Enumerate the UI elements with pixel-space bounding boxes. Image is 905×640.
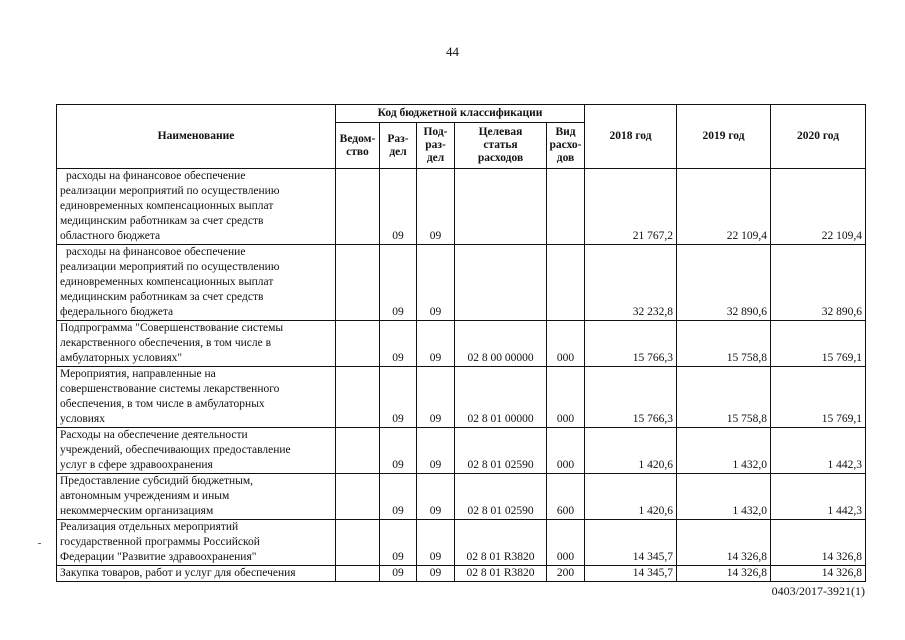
row-name: Закупка товаров, работ и услуг для обеспечения [57,566,336,582]
row-vedomstvo [336,367,380,428]
row-vedomstvo [336,474,380,520]
row-name: расходы на финансовое обеспечение реализации мероприятий по осуществлению единовременных компенсационных выплат медицинским работникам за счет средств федерального бюджета [57,245,336,321]
row-name: Расходы на обеспечение деятельности учреждений, обеспечивающих предоставление услуг в сфере здравоохранения [57,428,336,474]
row-razdel: 09 [380,367,417,428]
row-vid [547,245,585,321]
table-row [57,566,866,582]
header-vid: Вид расхо- дов [547,123,585,169]
row-vid: 000 [547,428,585,474]
row-2020: 14 326,8 [771,520,866,566]
row-podrazdel: 09 [417,169,455,245]
row-celevaya: 02 8 00 00000 [455,321,547,367]
form-code: 0403/2017-3921(1) [771,584,865,598]
row-2020: 15 769,1 [771,321,866,367]
row-razdel: 09 [380,245,417,321]
row-razdel: 09 [380,428,417,474]
table-row [57,428,866,474]
row-podrazdel: 09 [417,520,455,566]
row-razdel: 09 [380,321,417,367]
row-razdel: 09 [380,169,417,245]
header-vedomstvo: Ведом- ство [336,123,380,169]
table-row [57,367,866,428]
row-celevaya: 02 8 01 R3820 [455,566,547,582]
row-podrazdel: 09 [417,566,455,582]
row-vedomstvo [336,566,380,582]
row-celevaya: 02 8 01 00000 [455,367,547,428]
row-vedomstvo [336,428,380,474]
header-podrazdel: Под- раз- дел [417,123,455,169]
row-2020: 32 890,6 [771,245,866,321]
row-vedomstvo [336,520,380,566]
row-2018: 14 345,7 [585,566,677,582]
row-2019: 22 109,4 [677,169,771,245]
row-celevaya [455,245,547,321]
row-2018: 15 766,3 [585,321,677,367]
row-celevaya [455,169,547,245]
row-razdel: 09 [380,474,417,520]
row-podrazdel: 09 [417,428,455,474]
row-2020: 1 442,3 [771,428,866,474]
row-2019: 14 326,8 [677,566,771,582]
row-name: Мероприятия, направленные на совершенствование системы лекарственного обеспечения, в том числе в амбулаторных условиях [57,367,336,428]
header-razdel: Раз- дел [380,123,417,169]
row-vedomstvo [336,321,380,367]
header-2020: 2020 год [771,105,866,169]
row-2018: 32 232,8 [585,245,677,321]
row-2020: 1 442,3 [771,474,866,520]
row-vid: 600 [547,474,585,520]
row-2019: 15 758,8 [677,367,771,428]
row-celevaya: 02 8 01 R3820 [455,520,547,566]
row-podrazdel: 09 [417,367,455,428]
row-razdel: 09 [380,566,417,582]
row-2018: 14 345,7 [585,520,677,566]
row-2020: 15 769,1 [771,367,866,428]
row-razdel: 09 [380,520,417,566]
row-2019: 14 326,8 [677,520,771,566]
budget-table [56,104,866,582]
row-2018: 1 420,6 [585,428,677,474]
table-row [57,520,866,566]
row-vid: 000 [547,321,585,367]
row-name: расходы на финансовое обеспечение реализации мероприятий по осуществлению единовременных компенсационных выплат медицинским работникам за счет средств областного бюджета [57,169,336,245]
row-vedomstvo [336,169,380,245]
row-podrazdel: 09 [417,245,455,321]
table-row [57,321,866,367]
row-2018: 1 420,6 [585,474,677,520]
row-celevaya: 02 8 01 02590 [455,474,547,520]
row-2019: 1 432,0 [677,474,771,520]
row-name: Подпрограмма "Совершенствование системы лекарственного обеспечения, в том числе в амбулаторных условиях" [57,321,336,367]
row-2019: 32 890,6 [677,245,771,321]
page-number: 44 [446,44,459,59]
header-code-group: Код бюджетной классификации [336,105,585,123]
table-row [57,474,866,520]
row-vid: 200 [547,566,585,582]
table-row [57,169,866,245]
margin-mark [38,543,41,544]
row-vid [547,169,585,245]
row-2019: 1 432,0 [677,428,771,474]
row-2018: 21 767,2 [585,169,677,245]
row-2019: 15 758,8 [677,321,771,367]
row-name: Реализация отдельных мероприятий государственной программы Российской Федерации "Развитие здравоохранения" [57,520,336,566]
header-2019: 2019 год [677,105,771,169]
header-2018: 2018 год [585,105,677,169]
header-name: Наименование [57,105,336,169]
row-celevaya: 02 8 01 02590 [455,428,547,474]
row-vid: 000 [547,367,585,428]
row-vedomstvo [336,245,380,321]
row-2020: 22 109,4 [771,169,866,245]
header-celevaya: Целевая статья расходов [455,123,547,169]
row-name: Предоставление субсидий бюджетным, автономным учреждениям и иным некоммерческим организациям [57,474,336,520]
row-2018: 15 766,3 [585,367,677,428]
row-podrazdel: 09 [417,321,455,367]
row-podrazdel: 09 [417,474,455,520]
row-2020: 14 326,8 [771,566,866,582]
row-vid: 000 [547,520,585,566]
table-row [57,245,866,321]
